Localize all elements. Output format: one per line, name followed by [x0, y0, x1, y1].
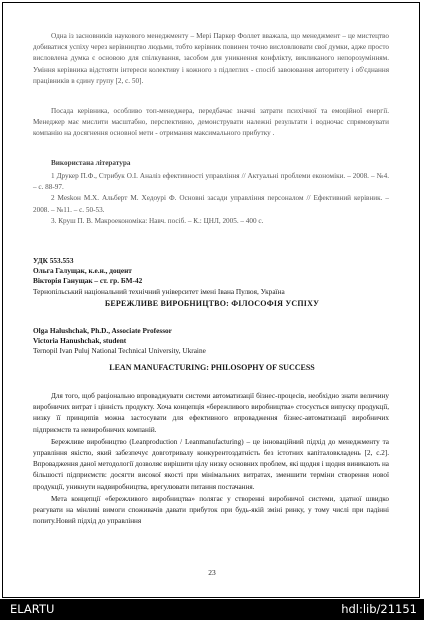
author-1: Ольга Галущак, к.е.н., доцент — [33, 266, 132, 276]
reference-item: 3. Круш П. В. Макроекономіка: Навч. посіб. – К.: ЦНЛ, 2005. – 400 с. — [51, 216, 264, 225]
body-paragraph: Бережливе виробництво (Leanproduction / Leanmanufacturing) – це інноваційний підхід до менеджменту та управління якістю, який забезпечує довготривалу конкурентоздатність без істотних капіталовкладень [2, с.2]. Впровадження даної методології дозволяє вирішити цілу низку основних проблем, які щодня і щодня виникають на більшості підприємств: досягти високої якості при мінімальних витратах, зменшити терміни створення нової продукції, уникнути надвиробництва, врегулювати питання постачання. — [33, 437, 389, 491]
university-en: Ternopil Ivan Puluj National Technical University, Ukraine — [33, 346, 206, 356]
university-ua: Тернопільський національний технічний університет імені Івана Пулюя, Україна — [33, 286, 285, 296]
article-meta-en — [33, 326, 393, 357]
author-2-en: Victoria Hanushchak, student — [33, 336, 127, 346]
article-title-ua: БЕРЕЖЛИВЕ ВИРОБНИЦТВО: ФІЛОСОФІЯ УСПІХУ — [104, 299, 320, 308]
repository-name[interactable]: ELARTU — [10, 602, 55, 616]
references-heading: Використана література — [51, 159, 131, 167]
references-list — [33, 171, 389, 227]
udc-code: УДК 553.553 — [33, 256, 74, 265]
author-2: Вікторія Ганущак – ст. гр. БМ-42 — [33, 276, 143, 286]
article-meta-ua — [33, 256, 393, 297]
handle-link[interactable]: hdl:lib/21151 — [341, 602, 417, 616]
paragraph-intro: Одна із засновників наукового менеджменту – Мері Паркер Фоллет вважала, що менеджмент – це мистецтво добиватися успіху через керівництво людьми, тобто керівник повинен точно висловлювати свої думки, адже просто висловлена думка є основою для спілкування, засобом для уникнення конфлікту, викликаного непорозумінням. Уміння керівника відстояти інтереси колективу і кожного з підлеглих - спосіб завоювання авторитету і об'єднання працівників в єдину групу [2, с. 50]. — [33, 32, 389, 85]
reference-item: 1 Друкер П.Ф., Стрибук О.І. Аналіз ефективності управління // Актуальні проблеми економіки. – 2008. – №4. – с. 88-97. — [33, 172, 389, 192]
paragraph-manager: Посада керівника, особливо топ-менеджера, передбачає значні затрати психічної та емоційної енергії. Менеджер має мислити масштабно, перспективно, демонструвати належні результати і водночас спрямовувати компанію на досягнення основної мети - отримання максимального прибутку . — [33, 107, 389, 138]
author-1-en: Olga Halushchak, Ph.D., Associate Professor — [33, 326, 172, 335]
article-title-en: LEAN MANUFACTURING: PHILOSOPHY OF SUCCESS — [109, 363, 315, 372]
body-paragraph: Мета концепції «бережливого виробництва» полягає у створенні виробничої системи, здатної швидко реагувати на мінливі вимоги споживачів давати прибуток при будь-якій зміні ринку, у тому числі при падінні попиту.Новий підхід до управління — [33, 494, 389, 526]
body-paragraph: Для того, щоб раціонально впроваджувати системи автоматизації бізнес-процесів, необхідно знати величину виробничих витрат і цінність продукту. Хоча концепція «бережливого виробництва» стосується випуску продукції, низку її принципів можна застосувати для ефективного впровадження бізнес-автоматизації виробничих підприємств та невиробничих компаній. — [33, 392, 389, 434]
article-body — [33, 391, 389, 528]
reference-item: 2 Меskон М.Х. Альберт М. Хедоурі Ф. Основні засади управління персоналом // Ефективний керівник. – 2008. – №11. – с. 50-53. — [33, 194, 389, 214]
repository-footer — [0, 599, 424, 620]
page-frame — [2, 2, 420, 598]
document-page — [11, 11, 413, 591]
page-number: 23 — [208, 568, 216, 577]
